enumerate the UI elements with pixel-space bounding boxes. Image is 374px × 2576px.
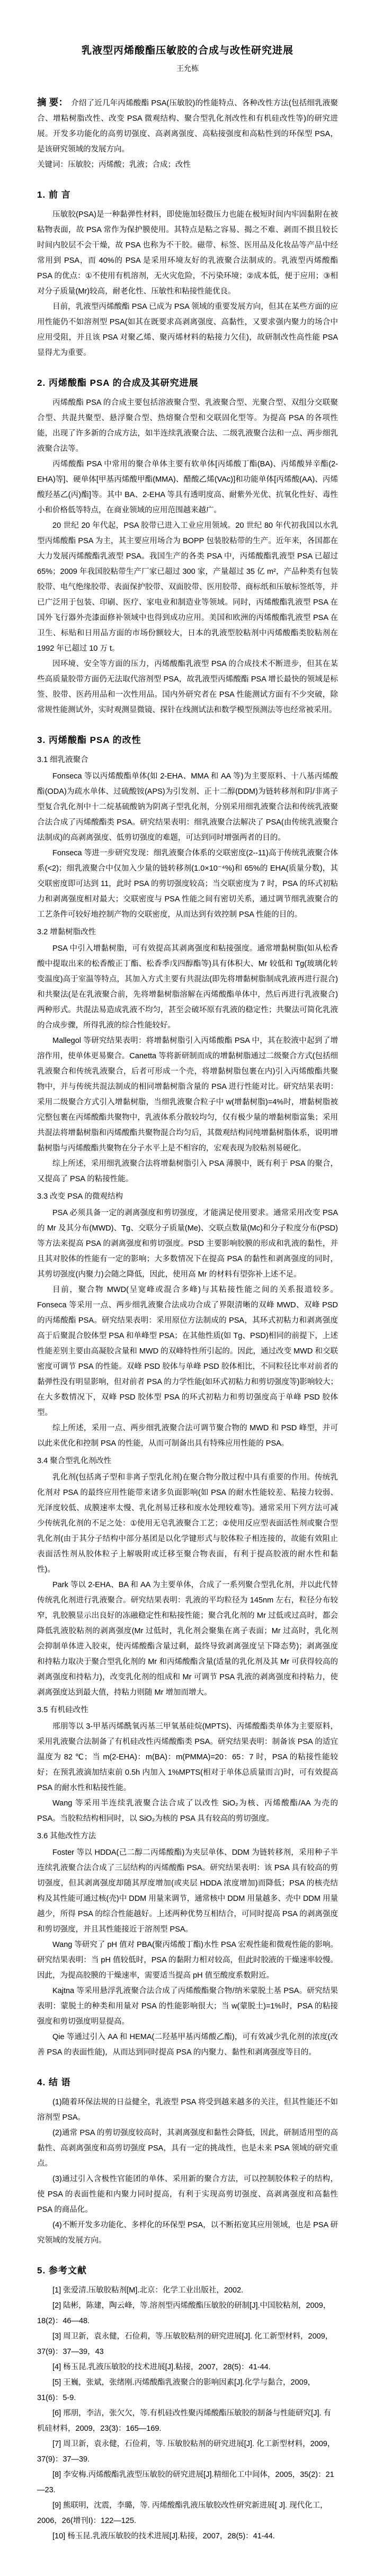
paragraph: 邢朋等以 3-甲基丙烯酰氧丙基三甲氧基硅烷(MPTS)、丙烯酸酯类单体为主要原料，采用乳液聚合法制备了有机硅改性丙烯酸酯类 PSA。研究结果表明：制备该 PSA 的适宜温度为 82 ℃；当 m(2-EHA)：m(BA)：m(PMMA)=20：65：7 时，PSA 的粘接性能较好；在预乳液滴加结束前 0.5h 内加入 1%MPTS(相对于单体总质量而言)时，可有效提高 PSA 的耐水性和粘接性能。 [37,1722,338,1792]
reference-item: [1] 张爱清.压敏胶粘剂[M].北京：化学工业出版社，2002. [52,2286,244,2295]
paragraph: 因环境、安全等方面的压力，丙烯酸酯乳液型 PSA 的合成技术不断进步，但其在某些高质量胶带方面仍无法取代溶剂型 PSA，故乳液型丙烯酸酯 PSA 增长最快的领域是标签、胶带、医药用品和一次性用品。国内外研究者在 PSA 性能测试方面有不少突破，除常规性能测试外，实时观测显微镜、探针在线测试法和数学模型预测法等也经常被采用。 [37,660,338,714]
paragraph: Foster 等以 HDDA(己二醇二丙烯酸酯)为夹层单体、DDM 为链转移剂，采用种子半连续乳液聚合法合成了三层结构的丙烯酸酯 PSA。研究结果表明：该 PSA 具有较高的剪切强度，但其剥离强度却随其厚度增加(或夹层 HDDA 浓度增加)而降低；PSA 的核壳结构及其性能可通过核(壳)中 DDM 用量来调节，通常核中 DDM 用量越多、壳中 DDM 用量越少，所得 PSA 的综合性能越好。上述两种优势互相结合，可同时提高 PSA 的剥离强度和剪切强度，并且其性能接近于溶剂型 PSA。 [37,1848,338,1934]
section-heading-1: 1. 前 言 [37,190,71,200]
paragraph: Wang 等采用半连续乳液聚合法合成了以改性 SiO₂为核、丙烯酸酯/AA 为壳的 PSA。当胶粒结构相同时，以 SiO₂为核的 PSA 具有较高的剪切强度。 [37,1799,338,1823]
paragraph: 乳化剂(包括离子型和非离子型乳化剂)在聚合物分散过程中具有重要的作用。传统乳化剂对 PSA 的最终应用性能带来诸多负面影响(如 PSA 的耐水性能较差、粘接力较弱、光泽度较低、成膜速率太慢、乳化剂易迁移和废水处理较难等)。通常采用下列方法可减少传统乳化剂的不足之处：①使用无皂乳液聚合工艺；②使用反应型表面活性剂或聚合型乳化剂(由于其分子结构中部分基团是以化学键形式与胶体粒子相连接的，故能有效阻止表面活性剂从胶体粒子上解吸附或迁移至聚合物表面，有利于提高胶液的耐水性和黏性)。 [37,1473,338,1574]
paragraph: 目前，聚合物 MWD(呈宽峰或混合多峰)与其粘接性能之间的关系报道较多。Fonseca 等采用一点、两步细乳液聚合法成功合成了界限清晰的双峰 MWD、双峰 PSD 的丙烯酸酯 PSA。研究结果表明：采用原位方法制成的 PSA，其环式初粘力和剥离强度高于后聚混合胶体型 PSA 和单峰型 PSA；在其他性质(如 Tg、PSD)相同的前提下，上述性能差别主要由高凝胶含量和 MWD 的双峰特性所引起的。因此，通过改变 MWD 和交联密度可调节 PSA 的性能。双峰 PSD 胶体与单峰 PSD 胶体相比，不同粒径比率对前者的黏弹性没有明显影响，但对前者 PSA 的力学性能(如环式初粘力和剪切强度等)影响较大；在大多数情况下，双峰 PSD 胶体型 PSA 的环式初粘力和剪切强度高于单峰 PSD 胶体型。 [37,1286,338,1417]
paragraph: 压敏胶(PSA)是一种黏弹性材料，即使施加轻微压力也能在极短时间内牢固黏附在被粘物表面，故 PSA 常作为保护膜使用。其特点是粘之容易、揭之不难、剥而不损且较长时间内胶层不会干燥，故 PSA 也称为不干胶。磁带、标签、医用品及化妆品等产品中经常用到 PSA，而 40%的 PSA 是采用环境友好的乳液聚合法制成的。乳液型丙烯酸酯 PSA 的优点：①不使用有机溶剂，无火灾危险，不污染环境；②成本低，便于应用；③相对分子质量(Mr)较高，耐老化性、压敏性和粘接性能优良。 [37,210,338,296]
section-heading-4: 4. 结 语 [37,2077,71,2087]
paragraph: Fonseca 等进一步研究发现：细乳液聚合体系的交联密度(2--11)高于传统乳液聚合体系(<2)；细乳液聚合中仅加入少量的链转移剂(1.0×10⁻⁴%)和 65%的 EHA(质量分数)，其交联密度即可达到 11，此时 PSA 的剪切强度较高；当交联密度为 7 时，PSA 的环式初粘力和剥离强度相对最大；交联密度与 PSA 性能之间有密切关系，通过调节细乳液聚合的工艺条件可较好地控制产物的交联密度，从而达到有效控制 PSA 性能的目的。 [37,849,338,919]
paragraph: (3)通过引入含极性官能团的单体、采用新的聚合方法，可以控制胶体粒子的结构，使 PSA 的表面性能和内聚力同时提高，有利于实现高剪切强度、高剥离强度和高黏性 PSA 的商品化。 [37,2175,338,2214]
reference-item: [8] 李安梅.丙烯酸酯乳液型压敏胶的研究进展[J].精细化工中间体，2005，35(2)：21—23. [37,2471,334,2494]
abstract-text: 介绍了近几年丙烯酸酯 PSA(压敏胶)的性能特点、各种改性方法(包括细乳液聚合、增粘树脂改性、改变 PSA 微观结构、聚合型乳化剂改性和有机硅改性等)的研究进展。开发多功能化的高剪切强度、高剥离强度、高粘接强度和高粘性到的环保型 PSA，是该研究领域的发展方向。 [37,99,338,154]
subsection-heading: 3.3 改变 PSA 的微观结构 [37,1192,123,1201]
paragraph: (2)通常 PSA 的剪切强度较高时，其剥离强度和黏性会降低，因此，研制适用型的高黏性、高剥离强度和高剪切强度 PSA，具有一定的挑战性，也是未来 PSA 领域的研究重点。 [37,2129,338,2168]
reference-item: [3] 周卫新，袁永健，石俭莉，等.压敏胶粘剂的研究进展[J]. 化工新型材料，2009，37(9)：37—39，43 [37,2332,333,2356]
page-title: 乳液型丙烯酸酯压敏胶的合成与改性研究进展 [81,45,293,56]
paragraph: PSA 中引入增黏树脂，可有效提高其剥离强度和粘接强度。通常增黏树脂(如从松香酸中提取出来的松香酸正丁酯、松香季戊四醇酯等)具有体积大、Mr 较低和 Tg(玻璃化转变温度)高于室温等特点，其加入方式主要有共混法(即先将增黏树脂制成乳液再进行混合)和共聚法(是在乳液聚合前，先将增黏树脂溶解在丙烯酸酯单体中，然后再进行乳液聚合)两种形式。共混法易造成乳液不均匀，甚至会破坏原有乳液的稳定性；共聚法可简化乳液的合成步骤，所得乳液的综合性能较好。 [37,944,338,1030]
section-heading-3: 3. 丙烯酸酯 PSA 的改性 [37,735,141,745]
paragraph: 综上所述，采用一点、两步细乳液聚合法可调节聚合物的 MWD 和 PSD 峰型，并可以此来优化和控制 PSA 的性能，从而可制备出具有特殊应用性能的 PSA。 [37,1424,338,1448]
subsection-heading: 3.5 有机硅改性 [37,1706,88,1714]
reference-item: [5] 王巍，张斌，张绪刚.丙烯酸酯乳液聚合的影响因素[J].化学与黏合，2009，31(6)：5-9. [37,2378,316,2402]
paragraph: 目前，乳液型丙烯酸酯 PSA 已成为 PSA 领域的重要发展方向，但其在某些方面的应用性能仍不如溶剂型 PSA(如其在既要求高剥离强度、高黏性，又要求强内聚力的场合中应用受阻，并且该 PSA 对聚乙烯、聚丙烯材料的粘接力欠佳)，故研制改性高性能 PSA 显得尤为重要。 [37,303,338,357]
paragraph: 20 世纪 20 年代起，PSA 胶带已进入工业应用领域。20 世纪 80 年代初我国以水乳型丙烯酸酯 PSA 为主，其主要应用场合为 BOPP 包装胶粘带的生产。近年来，各国都在大力发展丙烯酸酯乳液型 PSA。我国生产的各类 PSA 中，丙烯酸酯乳液型 PSA 已超过 65%；2009 年我国胶粘带生产厂家已超过 300 家，产量超过 35 亿 m²，产品种类有包装胶带、电气绝缘胶带、表面保护胶带、双面胶带、医用胶带、商标纸和压敏标签纸等，并已广泛用于包装、印刷、医疗、家电业和制造业等领域。同时，丙烯酸酯乳液型 PSA 在国外飞行器外壳漆面修补领域中也得到成功应用。美国和欧洲的丙烯酸酯乳液型 PSA 在卫生、标贴和日用品方面的市场份额较大，日本的乳液型胶粘剂中丙烯酸酯类胶粘剂在 1992 年已超过 10 万 t。 [37,521,338,653]
paragraph: Mallegol 等研究结果表明：将增黏树脂引入丙烯酸酯 PSA 中，其在胶液中起到了增溶作用，使单体更易聚合。Canetta 等将新研制而成的增黏树脂通过二级聚合方式(包括细乳液聚合和传统乳液聚合，后者可形成一个壳，将增黏树脂包裹在内)引入丙烯酸酯共聚物中，并与传统共混法制成的相同增黏树脂含量的 PSA 进行性能对比。研究结果表明：采用二级聚合方式引入增黏树脂，当细乳液聚合粒子中 w(增黏树脂)=4%时，增黏树脂被完整包裹在丙烯酸酯共聚物中，乳液体系分散较均匀，仅有极少量的增黏树脂富集；采用共混法将增黏树脂和丙烯酸酯共聚物混合均匀后，其微观结构同纯增黏树脂体系，说明增黏树脂与丙烯酸酯共聚物在分子水平上是不相容的，宏观表现为胶粘剂易硬化。 [37,1037,338,1153]
abstract-paragraph [37,95,338,157]
section-heading-2: 2. 丙烯酸酯 PSA 的合成及其研究进展 [37,378,199,388]
paragraph: Kajtna 等采用悬浮乳液聚合法合成了丙烯酸酯聚合物/纳米蒙脱土基 PSA。研究结果表明：蒙脱土的种类和用量对 PSA 的性能影响很大；当 w(蒙脱土)=1%时，PSA 的粘接强度和剪切强度明显提高。 [37,1987,338,2026]
abstract-label: 摘 要： [37,97,68,108]
paragraph: Park 等以 2-EHA、BA 和 AA 为主要单体，合成了一系列聚合型乳化剂，并以此代替传统乳化剂进行乳液聚合。研究结果表明：乳液的平均粒径为 145nm 左右，粒径分布较窄，乳胶膜显示出良好的冻融稳定性和粘接性能；聚合乳化剂的 Mr 过低或过高时，都会降低乳液胶粘剂的剥离强度(Mr 过低时，乳化剂会聚集在离子表面；Mr 过高时，乳化剂会抑制单体进入胶束，使丙烯酸酯含量过剩，最终导致剥离强度呈下降态势)；剥离强度和持粘力取决于聚合型乳化剂的 Mr 和丙烯酸酯含量(适量的乳化剂及其 Mr 可获得较高的剥离强度和持粘力)，改变乳化剂的组成和 Mr 可调节 PSA 乳液的剥离强度和持粘力，使剥离强度达到最大值，持粘力则随 Mr 增加而增大。 [37,1581,338,1697]
subsection-heading: 3.6 其他改性方法 [37,1832,96,1840]
paragraph: Qie 等通过引入 AA 和 HEMA(二羟基甲基丙烯酸乙酯)，可有效减少乳化剂的浓度(改善 PSA 的表面性能)，从而达到同时提高 PSA 的内聚力、黏性和剥离强度等目的。 [37,2033,338,2057]
reference-item: [9] 熊联明，沈震，李璐，等. 丙烯酸酯乳液压敏胶改性研究新进展[ J]. 现代化工，2006，26(增刊I)：122—125. [37,2501,328,2525]
paragraph: 丙烯酸酯 PSA 的合成主要包括溶液聚合型、乳液聚合型、光聚合型、双组分交联聚合型、共混共聚型、悬浮聚合型、热熔聚合型和交联固化型等。为提高 PSA 的各项性能，出现了许多新的合成方法，如半连续乳液聚合法、二级乳液聚合法和一点、两步细乳液聚合法等。 [37,399,338,453]
section-heading-5: 5. 参考文献 [37,2265,87,2276]
document-body [37,187,338,2544]
paragraph: (1)随着环保法规的日益健全，乳液型 PSA 将受到越来越多的关注，但其性能还不如溶剂型 PSA。 [37,2098,338,2122]
author-name: 王允栋 [176,64,199,73]
paragraph: Wang 等研究了 pH 值对 PBA(聚丙烯酸丁酯)水性 PSA 宏观性能和微观性能的影响。研究结果表明：当 pH 值较低时，PSA 的黏附力相对较高，但此时胶液的干燥速率较慢。因此，为提高胶膜的干燥速率，需要适当提高 pH 值至酸度系数附近。 [37,1941,338,1980]
subsection-heading: 3.2 增黏树脂改性 [37,928,96,936]
paragraph: 综上所述，采用细乳液聚合法将增黏树脂引入 PSA 薄膜中，既有利于 PSA 的聚合，又提高了 PSA 的粘接性能。 [37,1159,338,1183]
paragraph: Fonseca 等以丙烯酸酯单体(如 2-EHA、MMA 和 AA 等)为主要原料、十八基丙烯酸酯(ODA)为疏水单体、过硫酸铵(APS)为引发剂、正十二醇(DDM)为链转移剂和阴/非离子型复合乳化剂中十二烷基硫酸钠为阴离子型乳化剂，分别采用细乳液聚合法和传统乳液聚合法合成了丙烯酸酯类 PSA。研究结果表明：细乳液聚合法解决了 PSA(由传统乳液聚合法制成)的高剥离强度、低剪切强度的难题，可达到同时增强两者的目的。 [37,772,338,842]
reference-item: [6] 邢朋，李洁，张欠欠，等.有机硅改性聚丙烯酸酯压敏胶的制备与性能研究[J]. 有机硅材料，2009，23(3)：165—169. [37,2409,332,2433]
keywords-line: 关键词：压敏胶；丙烯酸；乳液；合成；改性 [37,161,191,169]
reference-item: [7] 周卫新，袁永健，石俭莉，等. 压敏胶粘剂的研究进展[J]. 化工新型材料，2009，37(9)：37—39. [37,2440,335,2464]
reference-item: [2] 陆彬，陈建，陶云峰，等.溶剂型丙烯酸酯压敏胶的研制[J].中国胶粘剂，2009，18(2)：46—48. [37,2301,331,2325]
paragraph: (4)不断开发多功能化、多样化的环保型 PSA，以不断拓宽其应用领域，也是 PSA 研究领域的发展方向。 [37,2221,338,2245]
reference-item: [4] 杨玉昆.乳液压敏胶的技术进展[J].粘接，2007，28(5)：41-44. [52,2363,271,2371]
paragraph: PSA 必须具备一定的剥离强度和剪切强度，才能满足使用要求。通常采用改变 PSA 的 Mr 及其分布(MWD)、Tg、交联分子质量(Me)、交联点数量(Mc)和分子粒度分布(PSD)等方法来提高 PSA 的剥离强度和剪切强度。PSD 主要影响胶膜的形成和乳液的黏性，并且其对胶体的性能有一定的影响；大多数情况下在提高 PSA 的黏性和剥离强度的同时，其剪切强度(内聚力)会随之降低，因此，使用高 Mr 的材料有望弥补上述不足。 [37,1209,338,1279]
paragraph: 丙烯酸酯 PSA 中常用的聚合单体主要有软单体[丙烯酸丁酯(BA)、丙烯酸异辛酯(2-EHA)等]、硬单体[甲基丙烯酸甲酯(MMA)、醋酸乙烯(VAc)]和功能单体[丙烯酸(AA)、丙烯酸羟基乙(丙)酯]等。其中 BA、2-EHA 等具有透明度高、耐紫外光优、抗氧化性好、毒性小和价格低等特点，在商业领域的应用范围越来越广。 [37,460,338,515]
subsection-heading: 3.4 聚合型乳化剂改性 [37,1457,112,1465]
subsection-heading: 3.1 细乳液聚合 [37,756,88,764]
reference-item: [10] 杨玉昆.乳液压敏胶的技术进展[J].粘接，2007，28(5)：41-44. [52,2532,275,2540]
